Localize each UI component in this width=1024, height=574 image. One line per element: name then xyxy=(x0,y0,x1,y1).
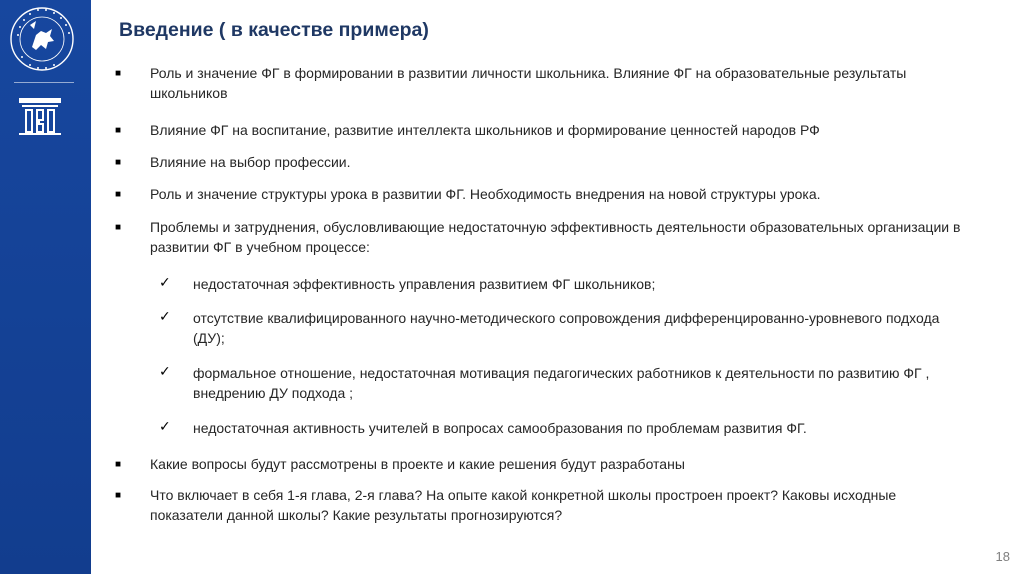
sub-list-item: формальное отношение, недостаточная мотивация педагогических работников к деятельности по развитию ФГ , внедрению ДУ подхода ; xyxy=(193,365,930,401)
bullet-marker: ■ xyxy=(115,490,122,501)
bullet-marker: ■ xyxy=(115,68,122,79)
check-icon: ✓ xyxy=(159,419,171,435)
check-icon: ✓ xyxy=(159,309,171,325)
sub-list-item: недостаточная активность учителей в вопросах самообразования по проблемам развития ФГ. xyxy=(193,420,807,436)
check-icon: ✓ xyxy=(159,364,171,380)
slide-title: Введение ( в качестве примера) xyxy=(119,19,429,41)
list-item: Роль и значение ФГ в формировании в развитии личности школьника. Влияние ФГ на образовательные результаты школьников xyxy=(150,65,907,101)
check-icon: ✓ xyxy=(159,275,171,291)
sub-list-item: отсутствие квалифицированного научно-методического сопровождения дифференцированно-уровневого подхода (ДУ); xyxy=(193,310,940,346)
list-item: Роль и значение структуры урока в развитии ФГ. Необходимость внедрения на новой структуры урока. xyxy=(150,186,821,202)
bullet-marker: ■ xyxy=(115,125,122,136)
list-item: Что включает в себя 1-я глава, 2-я глава? На опыте какой конкретной школы простроен проект? Каковы исходные показатели данной школы? Какие результаты прогнозируются? xyxy=(150,487,897,523)
bullet-marker: ■ xyxy=(115,157,122,168)
page-number: 18 xyxy=(995,549,1010,564)
bullet-marker: ■ xyxy=(115,222,122,233)
bullet-marker: ■ xyxy=(115,189,122,200)
list-item: Влияние ФГ на воспитание, развитие интеллекта школьников и формирование ценностей народов РФ xyxy=(150,122,820,138)
list-item: Проблемы и затруднения, обусловливающие недостаточную эффективность деятельности образовательных организации в развитии ФГ в учебном процессе: xyxy=(150,219,961,255)
sub-list-item: недостаточная эффективность управления развитием ФГ школьников; xyxy=(193,276,656,292)
list-item: Какие вопросы будут рассмотрены в проекте и какие решения будут разработаны xyxy=(150,456,685,472)
list-item: Влияние на выбор профессии. xyxy=(150,154,351,170)
bullet-marker: ■ xyxy=(115,459,122,470)
